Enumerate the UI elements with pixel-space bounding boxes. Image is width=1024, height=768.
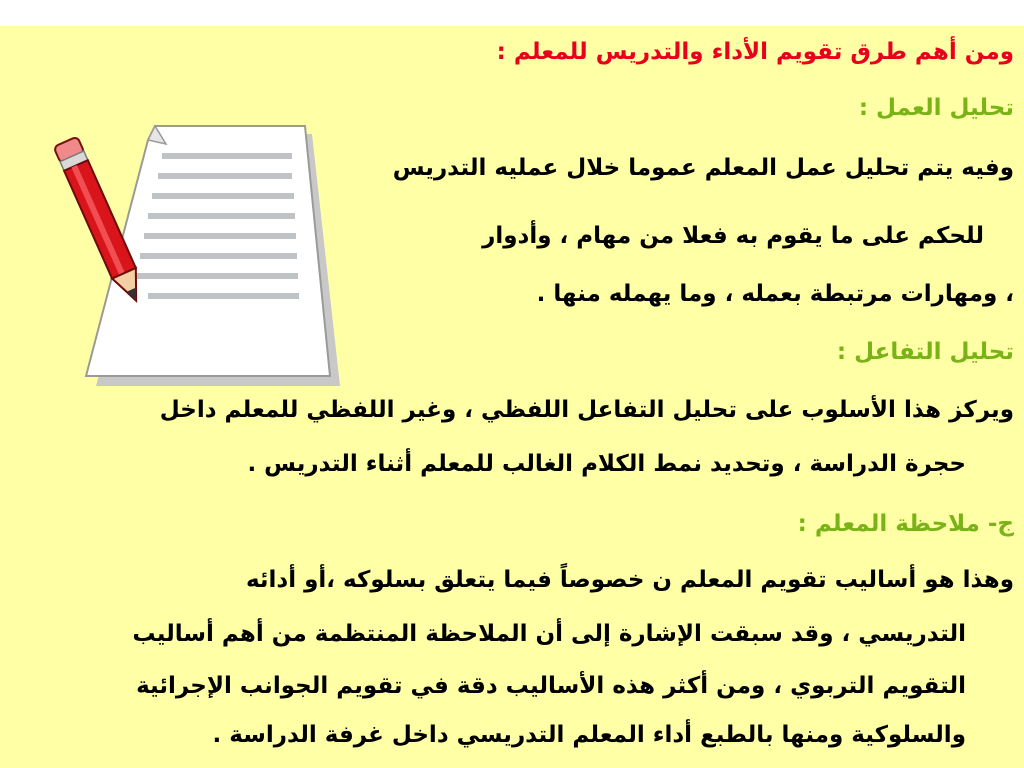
subheading-interaction-analysis: تحليل التفاعل : <box>836 339 1014 365</box>
slide-title: ومن أهم طرق تقويم الأداء والتدريس للمعلم : <box>496 39 1014 65</box>
body-line: ، ومهارات مرتبطة بعمله ، وما يهمله منها . <box>536 281 1014 307</box>
body-line: حجرة الدراسة ، وتحديد نمط الكلام الغالب للمعلم أثناء التدريس . <box>247 451 966 477</box>
body-line: وفيه يتم تحليل عمل المعلم عموما خلال عمليه التدريس <box>392 155 1014 181</box>
body-line: ويركز هذا الأسلوب على تحليل التفاعل اللفظي ، وغير اللفظي للمعلم داخل <box>159 397 1014 423</box>
body-line: والسلوكية ومنها بالطبع أداء المعلم التدريسي داخل غرفة الدراسة . <box>212 722 966 748</box>
body-line: التقويم التربوي ، ومن أكثر هذه الأساليب دقة في تقويم الجوانب الإجرائية <box>136 673 966 699</box>
subheading-teacher-observation: ج- ملاحظة المعلم : <box>797 511 1014 537</box>
body-line: التدريسي ، وقد سبقت الإشارة إلى أن الملاحظة المنتظمة من أهم أساليب <box>132 621 966 647</box>
subheading-work-analysis: تحليل العمل : <box>858 95 1014 121</box>
body-line: وهذا هو أساليب تقويم المعلم ن خصوصاً فيما يتعلق بسلوكه ،أو أدائه <box>245 567 1014 593</box>
slide <box>0 26 1024 768</box>
body-line: للحكم على ما يقوم به فعلا من مهام ، وأدوار <box>482 223 984 249</box>
paper-and-pencil-icon <box>40 114 350 404</box>
